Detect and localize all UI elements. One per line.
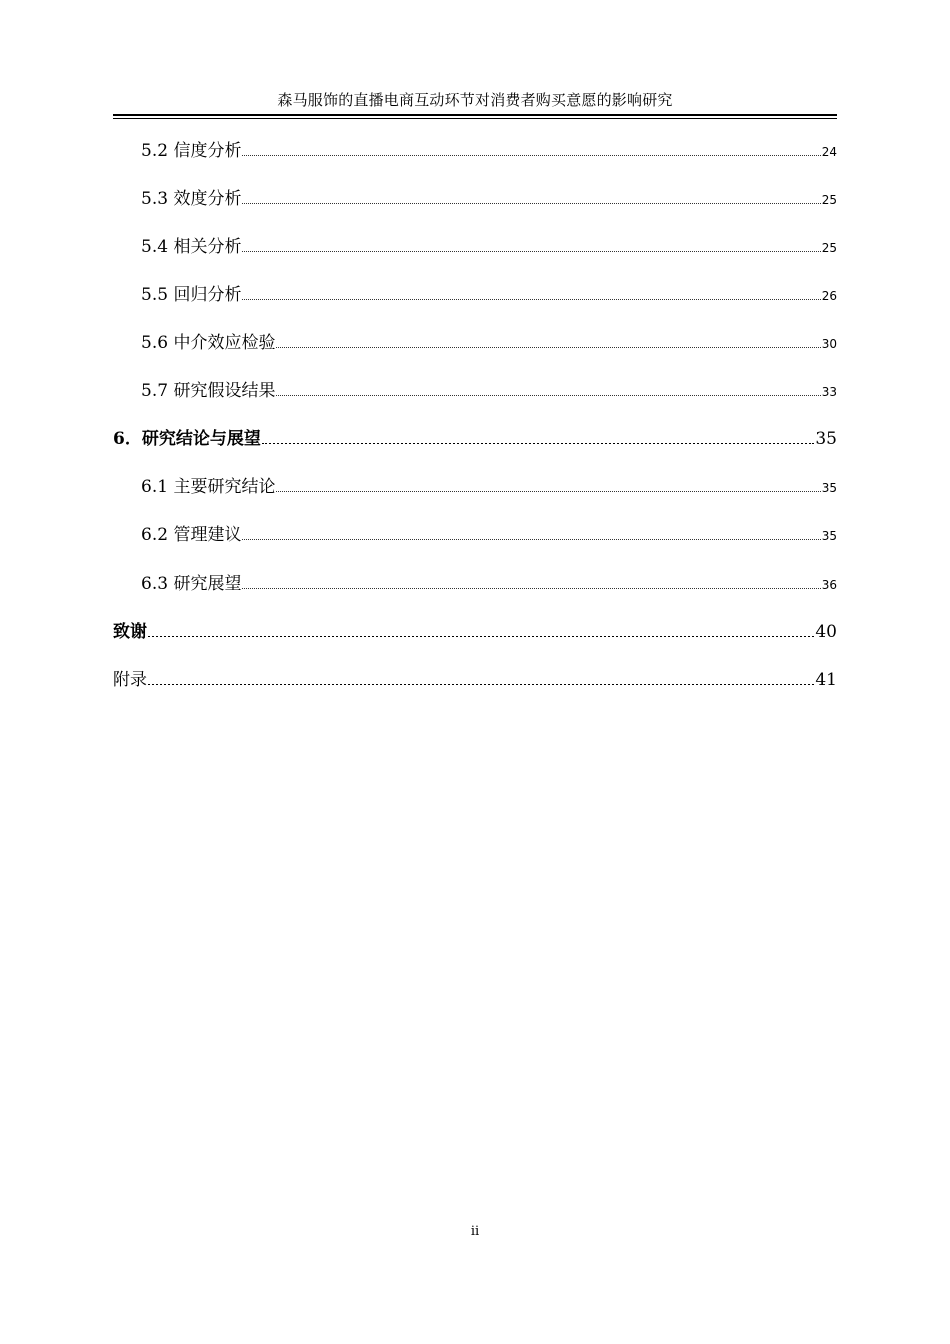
toc-entry-page: 35 [815,429,837,449]
page-number: ii [470,1224,480,1239]
toc-entry-page: 35 [821,529,837,543]
toc-entry-label: 5.3 效度分析 [141,189,242,209]
toc-entry-label: 致谢 [113,622,147,642]
toc-entry-6-2[interactable] [141,520,837,546]
toc-entry-page: 35 [821,481,837,495]
toc-entry-label: 5.4 相关分析 [141,237,242,257]
toc-entry-label: 6.2 管理建议 [141,525,242,545]
toc-entry-5-3[interactable] [141,184,837,210]
toc-dot-leader [276,491,820,492]
toc-entry-label: 5.7 研究假设结果 [141,381,276,401]
toc-entry-6[interactable] [113,424,837,450]
toc-entry-page: 40 [815,622,837,642]
toc-entry-page: 26 [821,289,837,303]
toc-entry-5-2[interactable] [141,136,837,162]
toc-dot-leader [242,155,820,156]
toc-entry-6-3[interactable] [141,569,837,595]
toc-dot-leader [148,636,814,637]
toc-dot-leader [276,347,820,348]
toc-entry-label: 5.6 中介效应检验 [141,333,276,353]
toc-entry-acknowledgements[interactable] [113,617,837,643]
toc-entry-6-1[interactable] [141,472,837,498]
toc-dot-leader [242,203,820,204]
toc-dot-leader [276,395,820,396]
header-rule-thick [113,114,837,116]
toc-entry-5-4[interactable] [141,232,837,258]
toc-entry-label: 5.5 回归分析 [141,285,242,305]
toc-entry-page: 25 [821,241,837,255]
toc-dot-leader [242,539,820,540]
toc-entry-5-6[interactable] [141,328,837,354]
toc-dot-leader [242,251,820,252]
toc-dot-leader [242,588,820,589]
toc-entry-label: 6.1 主要研究结论 [141,477,276,497]
running-header: 森马服饰的直播电商互动环节对消费者购买意愿的影响研究 [277,91,673,109]
header-rule-thin [113,118,837,119]
toc-entry-page: 25 [821,193,837,207]
toc-entry-page: 33 [821,385,837,399]
toc-dot-leader [242,299,820,300]
toc-dot-leader [262,443,815,444]
toc-entry-5-7[interactable] [141,376,837,402]
toc-entry-5-5[interactable] [141,280,837,306]
toc-entry-label: 6．研究结论与展望 [113,429,261,449]
toc-entry-label: 6.3 研究展望 [141,574,242,594]
toc-entry-appendix[interactable] [113,665,837,691]
toc-entry-label: 5.2 信度分析 [141,141,242,161]
toc-entry-label: 附录 [113,670,147,690]
toc-entry-page: 41 [815,670,837,690]
toc-entry-page: 36 [821,578,837,592]
toc-dot-leader [148,684,814,685]
toc-entry-page: 30 [821,337,837,351]
toc-entry-page: 24 [821,145,837,159]
